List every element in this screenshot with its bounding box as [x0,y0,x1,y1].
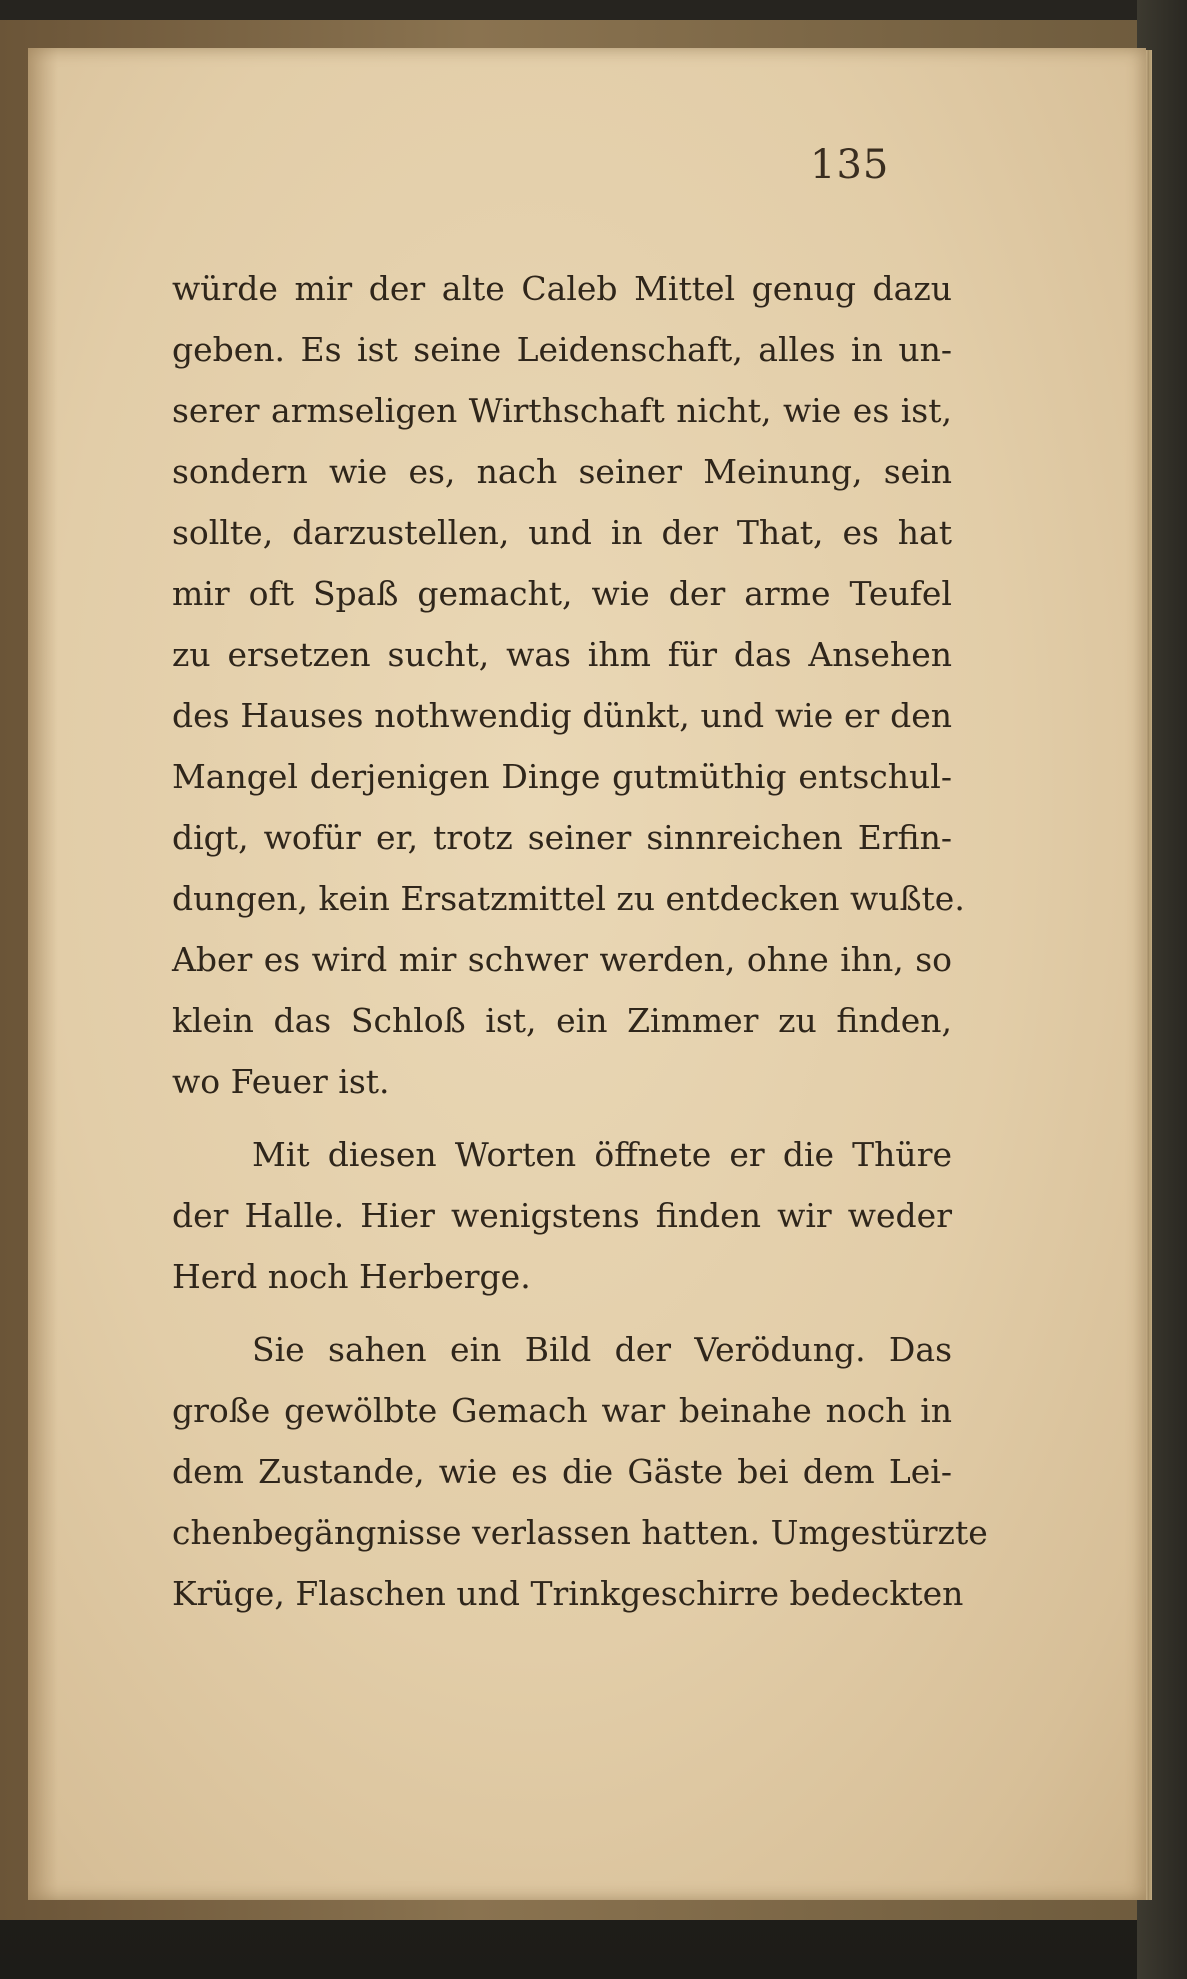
body-text [172,258,988,1624]
text-line: serer armseligen Wirthschaft nicht, wie es ist, [172,391,952,430]
text-line: Mit diesen Worten öffnete er die Thüre [252,1135,952,1174]
text-line: würde mir der alte Caleb Mittel genug dazu [172,269,952,308]
text-line: digt, wofür er, trotz seiner sinnreichen Erfin- [172,818,952,857]
text-line: zu ersetzen sucht, was ihm für das Ansehen [172,635,952,674]
text-line: große gewölbte Gemach war beinahe noch in [172,1391,952,1430]
text-line: chenbegängnisse verlassen hatten. Umgestürzte [172,1513,988,1552]
text-line: Sie sahen ein Bild der Verödung. Das [252,1330,952,1369]
text-line: Herd noch Herberge. [172,1257,531,1296]
text-line: des Hauses nothwendig dünkt, und wie er den [172,696,952,735]
text-line: Krüge, Flaschen und Trinkgeschirre bedeckten [172,1574,964,1613]
text-line: sollte, darzustellen, und in der That, es hat [172,513,952,552]
text-line: der Halle. Hier wenigstens finden wir weder [172,1196,952,1235]
text-line: sondern wie es, nach seiner Meinung, sein [172,452,952,491]
text-line: mir oft Spaß gemacht, wie der arme Teufel [172,574,952,613]
text-line: geben. Es ist seine Leidenschaft, alles in un- [172,330,952,369]
gutter-shadow [28,48,58,1900]
page-number: 135 [810,142,890,188]
text-line: wo Feuer ist. [172,1062,390,1101]
paragraph [172,1319,988,1624]
text-line: dem Zustande, wie es die Gäste bei dem Lei- [172,1452,952,1491]
text-line: klein das Schloß ist, ein Zimmer zu finden, [172,1001,952,1040]
paragraph [172,1124,952,1307]
text-line: dungen, kein Ersatzmittel zu entdecken wußte. [172,879,965,918]
text-line: Mangel derjenigen Dinge gutmüthig entschul- [172,757,952,796]
text-line: Aber es wird mir schwer werden, ohne ihn, so [172,940,952,979]
paragraph [172,258,965,1112]
